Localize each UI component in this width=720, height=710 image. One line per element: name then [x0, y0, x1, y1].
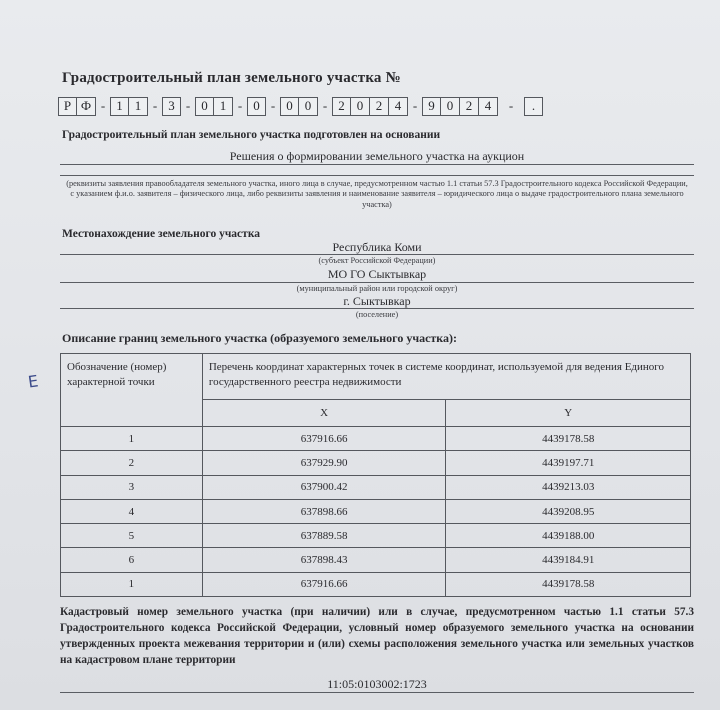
- number-box: 0: [441, 97, 460, 116]
- table-row: [61, 451, 691, 475]
- number-box: 2: [460, 97, 479, 116]
- handwritten-mark: Е: [26, 371, 40, 392]
- number-box: 0: [280, 97, 299, 116]
- cell-x: 637898.43: [202, 548, 446, 572]
- table-row: [61, 548, 691, 572]
- number-group: [422, 97, 498, 116]
- number-separator: -: [508, 98, 514, 113]
- table-row: [61, 524, 691, 548]
- number-group: [332, 97, 408, 116]
- number-box: 1: [110, 97, 129, 116]
- cell-x: 637916.66: [202, 427, 446, 451]
- cell-y: 4439178.58: [446, 572, 691, 596]
- cadastral-number: 11:05:0103002:1723: [327, 677, 427, 691]
- settlement-value: г. Сыктывкар: [343, 294, 411, 308]
- basis-note: (реквизиты заявления правообладателя земельного участка, иного лица в случае, предусмотренном частью 1.1 статьи 57.3 Градостроительного кодекса Российской Федерации, с указанием ф.и.о. заявителя – физического лица, либо реквизиты заявления и наименование заявителя – юридического лица о выдаче градостроительного плана земельного участка): [66, 179, 688, 209]
- number-group: [280, 97, 318, 116]
- table-row: [61, 475, 691, 499]
- basis-underline: [60, 164, 694, 165]
- number-box: 9: [422, 97, 441, 116]
- cell-point: 4: [61, 499, 203, 523]
- cadastral-text: Кадастровый номер земельного участка (при наличии) или в случае, предусмотренном частью 1.1 статьи 57.3 Градостроительного кодекса Российской Федерации, условный номер образуемого земельного участка на основании утвержденных проекта межевания территории и (или) схемы расположения земельного участка или земельных участков на кадастровом плане территории: [60, 606, 694, 667]
- cell-x: 637889.58: [202, 524, 446, 548]
- cell-x: 637900.42: [202, 475, 446, 499]
- cell-y: 4439178.58: [446, 427, 691, 451]
- number-separator: -: [237, 98, 243, 113]
- cell-point: 3: [61, 475, 203, 499]
- cell-point: 1: [61, 427, 203, 451]
- number-box: 4: [389, 97, 408, 116]
- document-title: Градостроительный план земельного участка №: [62, 70, 401, 86]
- number-box: .: [524, 97, 543, 116]
- number-box: Ф: [77, 97, 96, 116]
- number-box: 4: [479, 97, 498, 116]
- cell-point: 1: [61, 572, 203, 596]
- cell-point: 2: [61, 451, 203, 475]
- number-box: 0: [351, 97, 370, 116]
- cell-y: 4439188.00: [446, 524, 691, 548]
- plan-number-boxes: [58, 95, 543, 117]
- number-group: [110, 97, 148, 116]
- number-group: [195, 97, 233, 116]
- subject-underline: [60, 254, 694, 255]
- cadastral-underline: [60, 692, 694, 693]
- basis-underline-2: [60, 175, 694, 176]
- cell-point: 6: [61, 548, 203, 572]
- y-column-header: Y: [446, 400, 691, 427]
- number-box: 2: [370, 97, 389, 116]
- number-separator: -: [270, 98, 276, 113]
- number-box: 2: [332, 97, 351, 116]
- district-value: МО ГО Сыктывкар: [327, 267, 427, 281]
- subject-note: (субъект Российской Федерации): [318, 256, 436, 265]
- coordinates-table: [60, 353, 691, 597]
- district-note: (муниципальный район или городской округ): [296, 284, 458, 293]
- cell-y: 4439208.95: [446, 499, 691, 523]
- number-box: 3: [162, 97, 181, 116]
- settlement-underline: [60, 308, 694, 309]
- cell-point: 5: [61, 524, 203, 548]
- cell-y: 4439197.71: [446, 451, 691, 475]
- cell-y: 4439213.03: [446, 475, 691, 499]
- district-underline: [60, 282, 694, 283]
- number-box: 1: [129, 97, 148, 116]
- number-box: 0: [247, 97, 266, 116]
- number-box: 0: [195, 97, 214, 116]
- number-separator: -: [100, 98, 106, 113]
- number-separator: -: [152, 98, 158, 113]
- boundaries-heading: Описание границ земельного участка (образуемого земельного участка):: [62, 331, 458, 345]
- number-separator: -: [412, 98, 418, 113]
- basis-heading: Градостроительный план земельного участка подготовлен на основании: [62, 129, 441, 141]
- cell-y: 4439184.91: [446, 548, 691, 572]
- cell-x: 637898.66: [202, 499, 446, 523]
- subject-value: Республика Коми: [332, 240, 422, 254]
- coordinates-table-body: [61, 427, 691, 597]
- settlement-note: (поселение): [355, 310, 399, 319]
- point-column-header: Обозначение (номер) характерной точки: [61, 354, 203, 427]
- number-group: [162, 97, 181, 116]
- number-separator: -: [185, 98, 191, 113]
- location-heading: Местонахождение земельного участка: [62, 228, 261, 240]
- x-column-header: X: [202, 400, 446, 427]
- table-row: [61, 572, 691, 596]
- number-separator: -: [322, 98, 328, 113]
- cell-x: 637916.66: [202, 572, 446, 596]
- number-group: [58, 97, 96, 116]
- table-row: [61, 499, 691, 523]
- cell-x: 637929.90: [202, 451, 446, 475]
- number-box: 1: [214, 97, 233, 116]
- coordinates-column-header: Перечень координат характерных точек в системе координат, используемой для ведения Единого государственного реестра недвижимости: [202, 354, 690, 400]
- number-box: Р: [58, 97, 77, 116]
- number-group: [247, 97, 266, 116]
- number-box: 0: [299, 97, 318, 116]
- basis-value: Решения о формировании земельного участка на аукцион: [229, 149, 525, 163]
- table-row: [61, 427, 691, 451]
- number-group: [524, 97, 543, 116]
